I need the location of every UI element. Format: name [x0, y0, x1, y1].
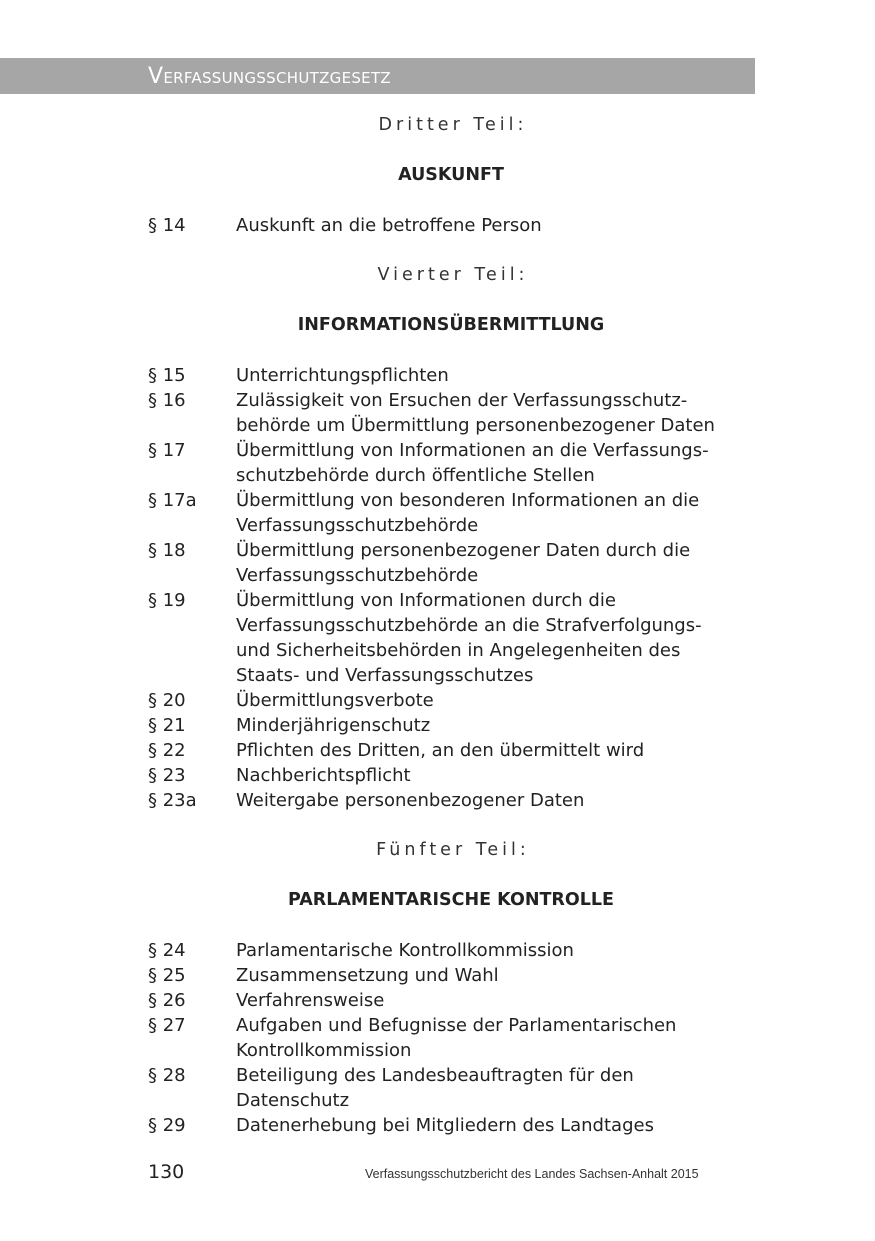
part-title: AUSKUNFT	[398, 165, 504, 185]
toc-entry	[148, 713, 754, 738]
part-title: PARLAMENTARISCHE KONTROLLE	[287, 890, 615, 910]
toc-entry	[148, 388, 754, 438]
section-number: § 23	[148, 765, 186, 786]
section-title-line: Übermittlung von Informationen durch die	[236, 590, 616, 611]
section-title	[236, 588, 754, 688]
toc-entry	[148, 1063, 754, 1113]
section-title-line: Minderjährigenschutz	[236, 715, 431, 736]
table-of-contents	[148, 113, 754, 1138]
section-header-title: Verfassungsschutzgesetz	[148, 64, 391, 89]
toc-entry	[148, 363, 754, 388]
toc-entry	[148, 763, 754, 788]
section-title-line: Weitergabe personenbezogener Daten	[236, 790, 585, 811]
section-title-line: Verfassungsschutzbehörde an die Strafverfolgungs-	[236, 615, 702, 636]
section-title-line: und Sicherheitsbehörden in Angelegenheiten des	[236, 640, 681, 661]
part-title: INFORMATIONSÜBERMITTLUNG	[297, 315, 605, 335]
section-spacer	[148, 813, 754, 838]
section-number: § 16	[148, 390, 186, 411]
section-number: § 29	[148, 1115, 186, 1136]
section-number: § 22	[148, 740, 186, 761]
section-title-line: Übermittlungsverbote	[236, 690, 434, 711]
toc-entry	[148, 688, 754, 713]
section-title	[236, 488, 754, 538]
section-number: § 18	[148, 540, 186, 561]
part-label: Fünfter Teil:	[376, 840, 530, 860]
section-title	[236, 763, 754, 788]
toc-entry	[148, 213, 754, 238]
toc-entry	[148, 788, 754, 813]
section-number: § 28	[148, 1065, 186, 1086]
toc-entry	[148, 1113, 754, 1138]
toc-entry	[148, 438, 754, 488]
section-title-line: Beteiligung des Landesbeauftragten für den	[236, 1065, 634, 1086]
section-title-line: Verfahrensweise	[236, 990, 385, 1011]
section-number: § 19	[148, 590, 186, 611]
section-title	[236, 788, 754, 813]
section-title-line: Staats- und Verfassungsschutzes	[236, 665, 534, 686]
section-title	[236, 988, 754, 1013]
section-title-line: Datenerhebung bei Mitgliedern des Landtages	[236, 1115, 654, 1136]
section-title-line: Aufgaben und Befugnisse der Parlamentarischen	[236, 1015, 677, 1036]
section-title-line: Datenschutz	[236, 1090, 350, 1111]
section-title-line: schutzbehörde durch öffentliche Stellen	[236, 465, 595, 486]
section-title-line: Unterrichtungspflichten	[236, 365, 449, 386]
section-title-line: Übermittlung personenbezogener Daten durch die	[236, 540, 691, 561]
page-number: 130	[148, 1161, 185, 1183]
part-label: Dritter Teil:	[378, 115, 528, 135]
section-title	[236, 213, 754, 238]
section-title	[236, 963, 754, 988]
section-title-line: Pflichten des Dritten, an den übermittelt wird	[236, 740, 645, 761]
section-number: § 26	[148, 990, 186, 1011]
toc-entry	[148, 488, 754, 538]
section-entry-list	[148, 363, 754, 813]
section-entry-list	[148, 213, 754, 238]
section-title	[236, 438, 754, 488]
section-spacer	[148, 238, 754, 263]
section-number: § 17a	[148, 490, 197, 511]
section-number: § 17	[148, 440, 186, 461]
toc-entry	[148, 538, 754, 588]
section-title-line: Verfassungsschutzbehörde	[236, 565, 479, 586]
toc-entry	[148, 738, 754, 763]
toc-entry	[148, 588, 754, 688]
section-entry-list	[148, 938, 754, 1138]
section-number: § 23a	[148, 790, 197, 811]
section-title	[236, 1113, 754, 1138]
toc-entry	[148, 963, 754, 988]
part-label: Vierter Teil:	[377, 265, 529, 285]
section-number: § 15	[148, 365, 186, 386]
section-title-line: behörde um Übermittlung personenbezogener Daten	[236, 415, 715, 436]
section-number: § 25	[148, 965, 186, 986]
section-title	[236, 938, 754, 963]
footer-publication-title: Verfassungsschutzbericht des Landes Sachsen-Anhalt 2015	[365, 1167, 699, 1181]
section-title-line: Übermittlung von besonderen Informationen an die	[236, 490, 700, 511]
section-title	[236, 738, 754, 763]
section-title-line: Verfassungsschutzbehörde	[236, 515, 479, 536]
section-title-line: Auskunft an die betroffene Person	[236, 215, 542, 236]
section-title	[236, 1063, 754, 1113]
section-number: § 21	[148, 715, 186, 736]
section-number: § 20	[148, 690, 186, 711]
section-number: § 24	[148, 940, 186, 961]
toc-entry	[148, 988, 754, 1013]
section-title-line: Zulässigkeit von Ersuchen der Verfassungsschutz-	[236, 390, 688, 411]
toc-entry	[148, 938, 754, 963]
section-title	[236, 538, 754, 588]
section-title-line: Nachberichtspflicht	[236, 765, 411, 786]
toc-entry	[148, 1013, 754, 1063]
section-title-line: Zusammensetzung und Wahl	[236, 965, 499, 986]
section-title	[236, 688, 754, 713]
section-title-line: Kontrollkommission	[236, 1040, 412, 1061]
section-title	[236, 1013, 754, 1063]
section-title	[236, 363, 754, 388]
section-title	[236, 388, 754, 438]
section-title	[236, 713, 754, 738]
section-number: § 14	[148, 215, 186, 236]
section-title-line: Übermittlung von Informationen an die Verfassungs-	[236, 440, 709, 461]
section-title-line: Parlamentarische Kontrollkommission	[236, 940, 574, 961]
section-number: § 27	[148, 1015, 186, 1036]
